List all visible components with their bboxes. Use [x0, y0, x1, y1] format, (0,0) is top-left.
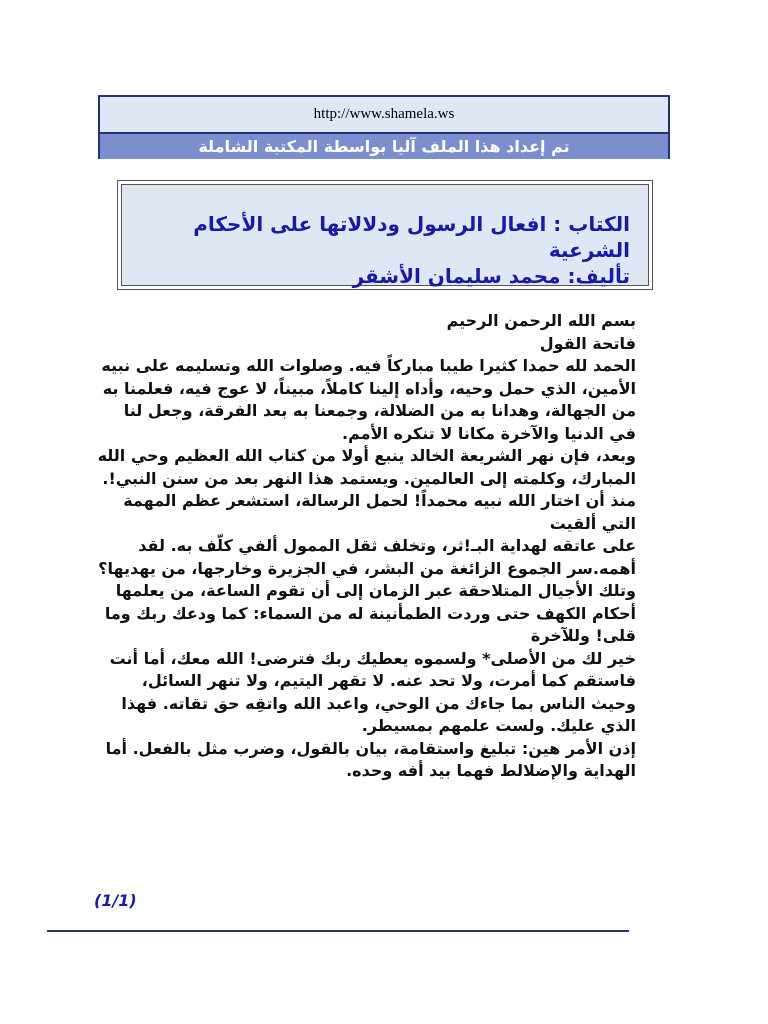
header-box [98, 95, 670, 159]
basmala: بسم الله الرحمن الرحيم [446, 311, 636, 330]
section-heading: فاتحة القول [539, 333, 636, 353]
footer-divider [47, 930, 629, 932]
page-number: (1/1) [94, 891, 137, 910]
paragraph: إذن الأمر هين: تبليغ واستقامة، بيان بالقول، وضرب مثل بالفعل. أما الهداية والإضلالط فهما بيد أفه وحده. [105, 738, 636, 780]
paragraph: منذ أن اختار الله نبيه محمداً! لحمل الرسالة، استشعر عظم المهمة التي ألقيت [123, 491, 636, 533]
paragraph: على عاتقه لهداية البـ!ثر، وتخلف ثقل الممول ألفي كلّف به. لقد أهمه.سر الجموع الزائغة من البشر، في الجزيرة وخارجها، من يهديها؟ وتلك الأجيال المتلاحقة عبر الزمان إلى أن تقوم الساعة، من يعلمها أحكام الكهف حتى وردت الطمأنينة له من السماء: كما ودعك ربك وما قلى! وللآخرة [98, 536, 636, 645]
body-text [96, 310, 636, 783]
book-info-inner [121, 184, 649, 286]
library-notice: تم إعداد هذا الملف آليا بواسطة المكتبة الشاملة [100, 134, 668, 159]
book-title: الكتاب : افعال الرسول ودلالاتها على الأحكام الشرعية [193, 212, 630, 262]
book-info-box [117, 180, 653, 290]
paragraph: خير لك من الأصلى* ولسموه يعطيك ربك فترضى! الله معك، أما أنت فاستقم كما أمرت، ولا تحد عنه. لا تقهر اليتيم، ولا تنهر السائل، وحيث الناس بما جاءك من الوحي، واعبد الله واتقِه حق تقاته. فهذا الذي عليك. ولست علمهم بمسيطر. [109, 648, 636, 735]
source-url[interactable]: http://www.shamela.ws [100, 97, 668, 134]
paragraph: وبعد، فإن نهر الشريعة الخالد ينبع أولا من كتاب الله العظيم وحي الله المبارك، وكلمته إلى العالمين. ويستمد هذا النهر بعد من سنن النبي!. [97, 446, 636, 488]
book-author: تأليف: محمد سليمان الأشقر [352, 264, 630, 288]
paragraph: الحمد لله حمدا كثيرا طيبا مباركاً فيه. وصلوات الله وتسليمه على نبيه الأمين، الذي حمل وحيه، وأداه إلينا كاملاً، مبيناً، لا عوج فيه، فعلمنا به من الجهالة، وهدانا به من الضلالة، وجمعنا به بعد الفرقة، وجعل لنا في الدنيا والآخرة مكانا لا تنكره الأمم. [101, 356, 636, 443]
